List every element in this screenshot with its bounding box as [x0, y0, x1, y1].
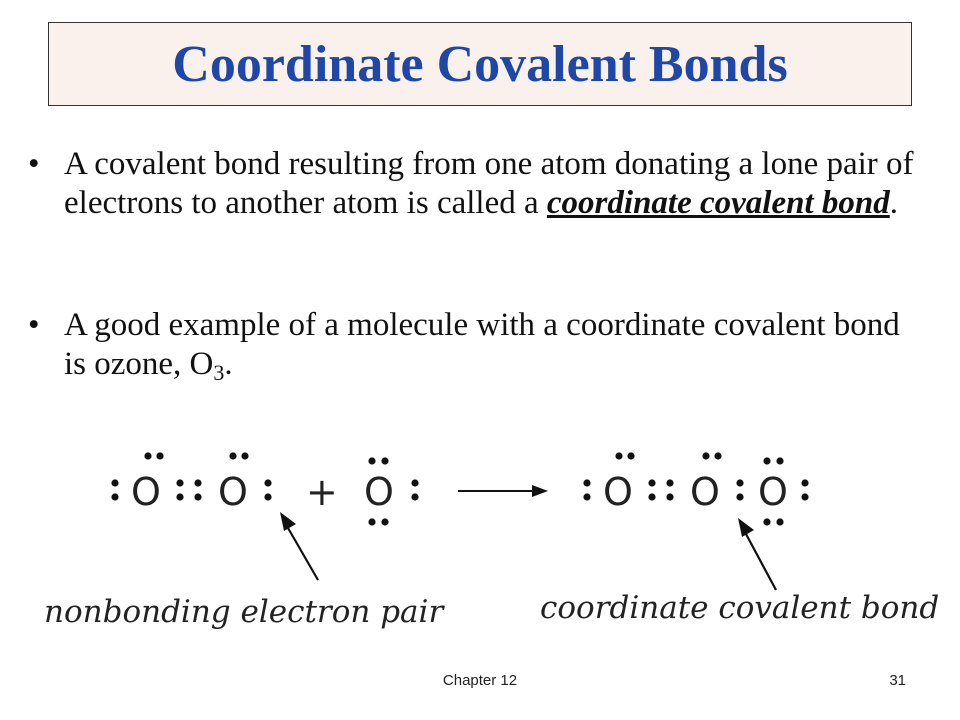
atom-o4: O — [603, 470, 633, 514]
pointer-arrow-right-icon — [738, 518, 776, 590]
reaction-arrow-icon — [458, 485, 548, 497]
bullet-2-end: . — [224, 346, 233, 382]
footer-page-number: 31 — [889, 672, 906, 689]
bullet-2-text: A good example of a molecule with a coordinate covalent bond is ozone, O — [64, 307, 900, 382]
lewis-diagram — [0, 400, 960, 650]
pointer-arrow-left-icon — [280, 512, 318, 580]
plus-sign: + — [306, 470, 338, 514]
bullet-1 — [28, 145, 928, 223]
atom-o2: O — [218, 470, 248, 514]
bullet-1-end: . — [889, 185, 898, 221]
atom-o3: O — [364, 470, 394, 514]
bullet-marker: • — [28, 307, 40, 343]
bullet-marker: • — [28, 146, 40, 182]
slide-title: Coordinate Covalent Bonds — [172, 35, 788, 93]
atom-o5: O — [690, 470, 720, 514]
bullet-2-subscript: 3 — [213, 360, 225, 385]
bullet-1-term: coordinate covalent bond — [546, 185, 890, 221]
footer-chapter: Chapter 12 — [442, 672, 518, 689]
label-coordinate-bond: coordinate covalent bond — [540, 590, 940, 626]
atom-o1: O — [131, 470, 161, 514]
bullet-2 — [28, 306, 928, 392]
atom-o6: O — [758, 470, 788, 514]
title-box — [48, 22, 912, 106]
bullet-1-text: A covalent bond resulting from one atom donating a lone pair of electrons to another atom is called a — [64, 146, 914, 221]
label-nonbonding-pair: nonbonding electron pair — [44, 594, 444, 630]
